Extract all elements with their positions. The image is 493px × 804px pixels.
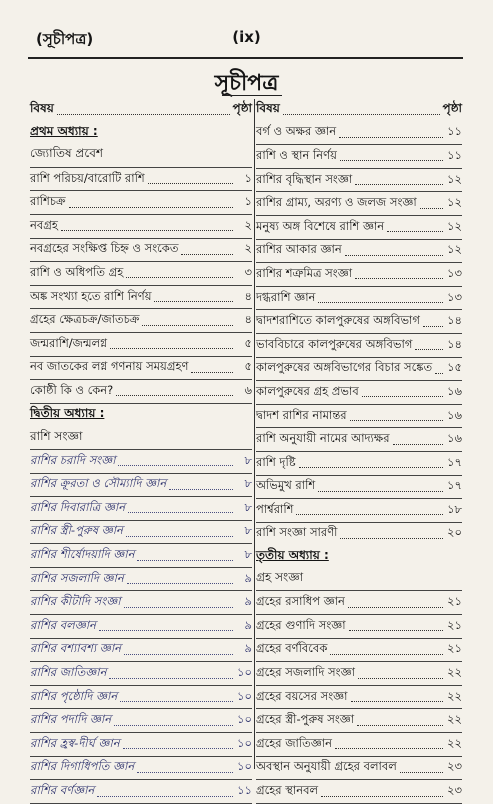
toc-leader-dots [123,739,233,749]
toc-entry-page: ১২ [447,171,462,186]
toc-entry-title: জ্যোতিষ প্রবেশ [30,146,103,161]
toc-entry [30,191,252,215]
toc-leader-dots [57,105,230,115]
toc-entry [30,662,252,686]
toc-leader-dots [340,151,443,161]
toc-entry-page: ২ [244,241,252,256]
toc-leader-dots [126,268,233,278]
toc-entry [256,334,462,358]
toc-entry-page: ২৩ [447,783,462,798]
toc-entry-title: গ্রহের বয়সের সংজ্ঞা [256,688,348,703]
toc-entry-page: ৮ [244,547,252,562]
toc-entry-page: ৮ [244,499,252,514]
running-header [36,28,457,52]
running-header-left: (সূচীপত্র) [36,30,94,48]
toc-entry [30,333,252,357]
toc-entry-title: গ্রহের ক্ষেত্রচক্র/জাতচক্র [30,312,140,327]
toc-leader-dots [349,621,443,631]
toc-leader-dots [420,199,443,209]
toc-entry-page: ৯ [244,570,252,585]
toc-entry-page: ১৬ [447,431,462,446]
toc-entry [256,568,462,592]
toc-entry-title: রাশির আকার জ্ঞান [256,242,342,257]
toc-entry-title: রাশির বর্ণজ্ঞান [30,783,95,798]
toc-leader-dots [339,128,443,138]
toc-entry-title: রাশির জাতিজ্ঞান [30,665,107,680]
toc-entry-page: ৮ [244,452,252,467]
toc-entry [256,169,462,193]
toc-leader-dots [69,198,233,208]
toc-leader-dots [423,317,443,327]
toc-entry [30,544,252,568]
toc-entry-page: ১০ [237,712,252,727]
toc-entry [256,452,462,476]
toc-entry-page: ৪ [244,288,252,303]
toc-leader-dots [124,645,233,655]
toc-leader-dots [120,692,233,702]
toc-entry-page: ৪ [244,312,252,327]
toc-entry-page: ১৬ [447,383,462,398]
toc-entry-title: রাশির পদাদি জ্ঞান [30,712,112,727]
toc-entry-page: ৬ [244,382,252,397]
toc-entry [256,216,462,240]
toc-entry-page: ৫ [244,335,252,350]
toc-leader-dots [350,411,443,421]
toc-leader-dots [321,787,443,797]
toc-leader-dots [348,598,443,608]
toc-entry [256,709,462,733]
toc-chapter-heading [256,545,462,568]
toc-leader-dots [362,387,443,397]
toc-leader-dots [330,645,443,655]
column-divider [254,99,255,769]
toc-entry [30,780,252,804]
toc-entry-page: ১০ [237,735,252,750]
toc-leader-dots [118,456,233,466]
toc-entry-title: গ্রহের স্ত্রী-পুরুষ সংজ্ঞা [256,712,355,727]
toc-entry-title: গ্রহের গুণাদি সংজ্ঞা [256,617,346,632]
toc-entry-title: রাশি সংজ্ঞা সারণী [256,525,338,540]
toc-entry-title: রাশির ক্রূরতা ও সৌম্যাদি জ্ঞান [30,476,167,491]
toc-leader-dots [355,269,443,279]
toc-entry [30,639,252,663]
header-rule [28,57,463,59]
toc-entry-title: গ্রহের বর্ণবিবেক [256,641,328,656]
toc-entry [256,499,462,523]
toc-entry [256,381,462,405]
toc-entry-title: অঙ্ক সংখ্যা হতে রাশি নির্ণয় [30,288,152,303]
toc-entry-page: ১০ [237,665,252,680]
toc-entry-page: পৃষ্ঠা [232,101,252,116]
toc-entry-title: রাশির দিগাধিপতি জ্ঞান [30,759,135,774]
toc-entry-title: নব জাতকের লগ্ন গণনায় সময়গ্রহণ [30,359,189,374]
toc-column-header [30,99,252,122]
toc-entry [30,733,252,757]
toc-leader-dots [61,221,233,231]
toc-entry-title: নবগ্রহ [30,217,58,232]
toc-entry [256,310,462,334]
toc-entry-title: রাশির কীটাদি সংজ্ঞা [30,594,121,609]
toc-entry-title: রাশি ও অধিপতি গ্রহ [30,264,124,279]
toc-entry-page: ১১ [447,124,462,139]
toc-entry [30,168,252,192]
toc-entry-page: পৃষ্ঠা [442,101,462,116]
toc-entry-page: ৯ [244,641,252,656]
toc-entry-title: বিষয় [256,101,280,116]
toc-leader-dots [148,174,233,184]
toc-entry-title: রাশি সংজ্ঞা [30,428,83,443]
toc-leader-dots [357,716,443,726]
toc-entry [30,262,252,286]
toc-entry-title: অভিমুখ রাশি [256,478,316,493]
toc-entry [256,662,462,686]
toc-entry-title: মনুষ্য অঙ্গ বিশেষে রাশি জ্ঞান [256,218,385,233]
toc-leader-dots [127,574,233,584]
toc-entry [256,523,462,546]
toc-leader-dots [393,435,443,445]
toc-leader-dots [116,386,233,396]
toc-entry [256,240,462,264]
toc-leader-dots [340,529,443,539]
toc-entry-page: ১১ [237,783,252,798]
toc-leader-dots [114,716,233,726]
toc-leader-dots [355,175,443,185]
toc-entry-title: রাশির শত্রুমিত্র সংজ্ঞা [256,265,353,280]
toc-entry-page: ১৭ [447,478,462,493]
toc-entry [30,144,252,168]
toc-leader-dots [335,739,443,749]
toc-leader-dots [99,621,233,631]
toc-leader-dots [169,480,233,490]
toc-entry-title: রাশিচক্র [30,194,66,209]
toc-entry-page: ২২ [447,688,462,703]
toc-entry-title: দ্বাদশরাশিতে কালপুরুষের অঙ্গবিভাগ [256,313,420,328]
toc-entry-title: গ্রহ সংজ্ঞা [256,570,304,585]
toc-entry-page: ২ [244,217,252,232]
toc-leader-dots [137,763,233,773]
toc-entry-title: দ্বিতীয় অধ্যায় : [30,406,105,421]
toc-leader-dots [110,339,233,349]
toc-entry-page: ৯ [244,617,252,632]
toc-entry-page: ২১ [447,594,462,609]
toc-entry [256,358,462,382]
toc-entry-page: ২২ [447,665,462,680]
toc-entry-title: বিষয় [30,101,54,116]
toc-entry-title: রাশির বলজ্ঞান [30,617,96,632]
toc-entry [30,615,252,639]
toc-entry [30,286,252,310]
toc-entry-title: গ্রহের স্থানবল [256,783,319,798]
toc-entry [256,428,462,452]
toc-entry-title: রাশির বশ্যাবশ্য জ্ঞান [30,641,122,656]
toc-entry-title: গ্রহের রসাধিপ জ্ঞান [256,594,345,609]
toc-entry-title: রাশির দিবারাত্রি জ্ঞান [30,499,126,514]
toc-leader-dots [415,340,443,350]
toc-leader-dots [299,458,443,468]
toc-entry [256,686,462,710]
toc-leader-dots [124,598,233,608]
toc-leader-dots [283,105,440,115]
toc-entry [30,426,252,450]
toc-entry-title: তৃতীয় অধ্যায় : [256,547,329,562]
toc-entry [30,357,252,381]
toc-entry-page: ৩ [244,264,252,279]
toc-entry-page: ৯ [244,594,252,609]
toc-entry [30,686,252,710]
toc-entry-page: ১১ [447,147,462,162]
toc-entry-title: কালপুরুষের গ্রহ প্রভাব [256,383,359,398]
toc-entry-page: ১৬ [447,407,462,422]
toc-entry [30,568,252,592]
toc-leader-dots [109,669,233,679]
toc-entry [256,287,462,311]
toc-entry-title: গ্রহের জাতিজ্ঞান [256,735,333,750]
page-number: (ix) [232,28,261,46]
toc-entry [30,450,252,474]
toc-entry-title: রাশি অনুযায়ী নামের আদ্যক্ষর [256,431,390,446]
toc-entry [256,476,462,500]
toc-entry-page: ১২ [447,195,462,210]
toc-entry [256,591,462,615]
toc-entry [30,380,252,404]
toc-leader-dots [400,763,443,773]
toc-leader-dots [137,551,233,561]
toc-leader-dots [142,316,233,326]
toc-entry-page: ৮ [244,476,252,491]
toc-entry-page: ২০ [447,525,462,540]
toc-entry-page: ২৩ [447,759,462,774]
toc-entry [30,591,252,615]
toc-leader-dots [97,787,233,797]
toc-entry-title: রাশির চরাদি সংজ্ঞা [30,452,116,467]
toc-entry [256,733,462,757]
toc-entry-title: কালপুরুষের অঙ্গবিভাগের বিচার সঙ্কেত [256,360,433,375]
toc-leader-dots [128,503,233,513]
toc-entry-page: ১৫ [447,360,462,375]
toc-entry [256,145,462,169]
toc-entry-page: ১২ [447,218,462,233]
toc-entry [256,192,462,216]
toc-leader-dots [181,245,233,255]
toc-entry-title: রাশির বৃদ্ধিস্থান সংজ্ঞা [256,171,353,186]
toc-entry-title: দগ্ধরাশি জ্ঞান [256,289,316,304]
toc-entry-page: ১৮ [447,501,462,516]
toc-entry-page: ১৩ [447,289,462,304]
toc-entry-title: রাশির সজলাদি জ্ঞান [30,570,124,585]
toc-entry-title: ভাববিচারে কালপুরুষের অঙ্গবিভাগ [256,336,413,351]
toc-entry-title: প্রথম অধ্যায় : [30,123,98,138]
toc-entry-page: ১০ [237,759,252,774]
toc-entry [256,780,462,804]
toc-entry-title: বর্গ ও অক্ষর জ্ঞান [256,124,337,139]
toc-leader-dots [387,222,443,232]
toc-entry-title: রাশি ও স্থান নির্ণয় [256,147,337,162]
toc-entry [30,709,252,733]
toc-entry-title: নবগ্রহের সংক্ষিপ্ত চিহ্ন ও সংকেত [30,241,179,256]
toc-entry [256,615,462,639]
toc-entry-title: রাশির পৃষ্ঠোদি জ্ঞান [30,688,118,703]
toc-entry [30,757,252,781]
toc-entry-page: ১৪ [447,313,462,328]
toc-entry-title: কোষ্ঠী কি ও কেন? [30,382,114,397]
toc-entry [30,215,252,239]
toc-entry-title: রাশির স্ত্রী-পুরুষ জ্ঞান [30,523,123,538]
toc-leader-dots [318,293,443,303]
toc-entry [256,122,462,146]
toc-entry-page: ১২ [447,242,462,257]
toc-left-column [30,99,252,804]
toc-entry-title: গ্রহের সজলাদি সংজ্ঞা [256,665,355,680]
toc-entry-page: ২২ [447,735,462,750]
toc-entry [30,474,252,498]
toc-entry-title: রাশি দৃষ্টি [256,454,296,469]
toc-entry-title: রাশি পরিচয়/বারোটি রাশি [30,170,145,185]
toc-entry-page: ৫ [244,359,252,374]
toc-entry-page: ১৪ [447,336,462,351]
toc-entry [30,239,252,263]
toc-entry-title: অবস্থান অনুযায়ী গ্রহের বলাবল [256,759,397,774]
toc-entry-page: ১৩ [447,265,462,280]
toc-leader-dots [435,364,443,374]
toc-entry [30,309,252,333]
page-title: সূচীপত্র [214,71,279,96]
toc-leader-dots [126,527,233,537]
toc-entry [256,263,462,287]
toc-right-column [256,99,462,804]
toc-entry-title: রাশির গ্রাম্য, অরণ্য ও জলজ সংজ্ঞা [256,195,417,210]
toc-leader-dots [154,292,233,302]
toc-chapter-heading [30,404,252,427]
toc-leader-dots [351,692,443,702]
toc-entry-page: ২২ [447,712,462,727]
toc-entry-page: ২১ [447,617,462,632]
toc-entry [30,497,252,521]
toc-leader-dots [345,246,443,256]
toc-entry-title: দ্বাদশ রাশির নামান্তর [256,407,347,422]
title-underline [222,95,282,96]
toc-entry-title: জন্মরাশি/জন্মলগ্ন [30,335,108,350]
toc-entry-page: ২১ [447,641,462,656]
toc-column-header [256,99,462,122]
toc-entry-page: ১ [244,194,252,209]
toc-entry-page: ১০ [237,688,252,703]
toc-entry-title: রাশির শীর্ষোদয়াদি জ্ঞান [30,547,135,562]
toc-leader-dots [191,363,233,373]
toc-entry-page: ১৭ [447,454,462,469]
toc-leader-dots [358,669,443,679]
toc-entry-title: পার্শ্বরাশি [256,501,294,516]
toc-entry [256,405,462,429]
toc-chapter-heading [30,122,252,145]
toc-entry [30,521,252,545]
toc-entry-title: রাশির হ্রস্ব-দীর্ঘ জ্ঞান [30,735,120,750]
toc-leader-dots [318,482,443,492]
toc-entry [256,757,462,781]
toc-entry-page: ৮ [244,523,252,538]
toc-entry-page: ১ [244,170,252,185]
toc-leader-dots [296,505,443,515]
toc-entry [256,639,462,663]
